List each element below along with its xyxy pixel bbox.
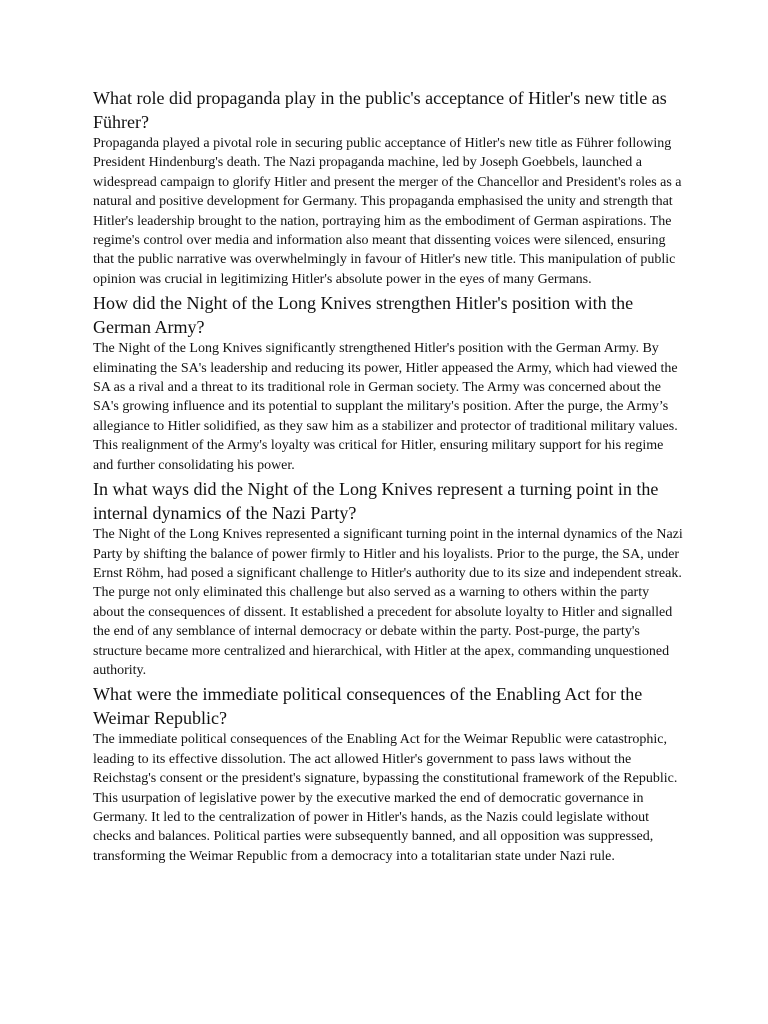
section-paragraph: The immediate political consequences of the Enabling Act for the Weimar Republic were catastrophic, leading to its effective dissolution. The act allowed Hitler's government to pass laws without the Reichstag's consent or the president's signature, bypassing the constitutional framework of the Republic. This usurpation of legislative power by the executive marked the end of democratic governance in Germany. It led to the centralization of power in Hitler's hands, as the Nazis could legislate without checks and balances. Political parties were subsequently banned, and all opposition was suppressed, transforming the Weimar Republic from a democracy into a totalitarian state under Nazi rule.	[93, 732, 678, 864]
section-heading: What role did propaganda play in the public's acceptance of Hitler's new title as Führer?	[93, 88, 667, 132]
document-page	[93, 86, 683, 868]
qa-section-propaganda	[93, 86, 683, 289]
section-paragraph: The Night of the Long Knives significantly strengthened Hitler's position with the German Army. By eliminating the SA's leadership and reducing its power, Hitler appeased the Army, which had viewed the SA as a rival and a threat to its traditional role in German society. The Army was concerned about the SA's growing influence and its potential to supplant the military's position. After the purge, the Army’s allegiance to Hitler solidified, as they saw him as a stabilizer and protector of traditional military values. This realignment of the Army's loyalty was critical for Hitler, ensuring military support for his regime and further consolidating his power.	[93, 341, 678, 473]
section-heading: In what ways did the Night of the Long Knives represent a turning point in the internal dynamics of the Nazi Party?	[93, 479, 659, 524]
section-paragraph: The Night of the Long Knives represented a significant turning point in the internal dynamics of the Nazi Party by shifting the balance of power firmly to Hitler and his loyalists. Prior to the purge, the SA, under Ernst Röhm, had posed a significant challenge to Hitler's authority due to its size and independent streak. The purge not only eliminated this challenge but also served as a warning to others within the party about the consequences of dissent. It established a precedent for absolute loyalty to Hitler and signalled the end of any semblance of internal democracy or debate within the party. Post-purge, the party's structure became more centralized and hierarchical, with Hitler at the apex, commanding unquestioned authority.	[93, 527, 683, 678]
qa-section-army	[93, 291, 683, 475]
qa-section-enabling-act	[93, 682, 683, 866]
section-heading: How did the Night of the Long Knives strengthen Hitler's position with the German Army?	[93, 293, 634, 338]
section-heading: What were the immediate political consequences of the Enabling Act for the Weimar Republic?	[93, 684, 643, 729]
section-paragraph: Propaganda played a pivotal role in securing public acceptance of Hitler's new title as Führer following President Hindenburg's death. The Nazi propaganda machine, led by Joseph Goebbels, launched a widespread campaign to glorify Hitler and present the merger of the Chancellor and President's roles as a natural and positive development for Germany. This propaganda emphasised the unity and strength that Hitler's leadership brought to the nation, portraying him as the embodiment of German aspirations. The regime's control over media and information also meant that dissenting voices were silenced, ensuring that the public narrative was overwhelmingly in favour of Hitler's new title. This manipulation of public opinion was crucial in legitimizing Hitler's absolute power in the eyes of many Germans.	[93, 136, 682, 287]
qa-section-party-dynamics	[93, 477, 683, 680]
